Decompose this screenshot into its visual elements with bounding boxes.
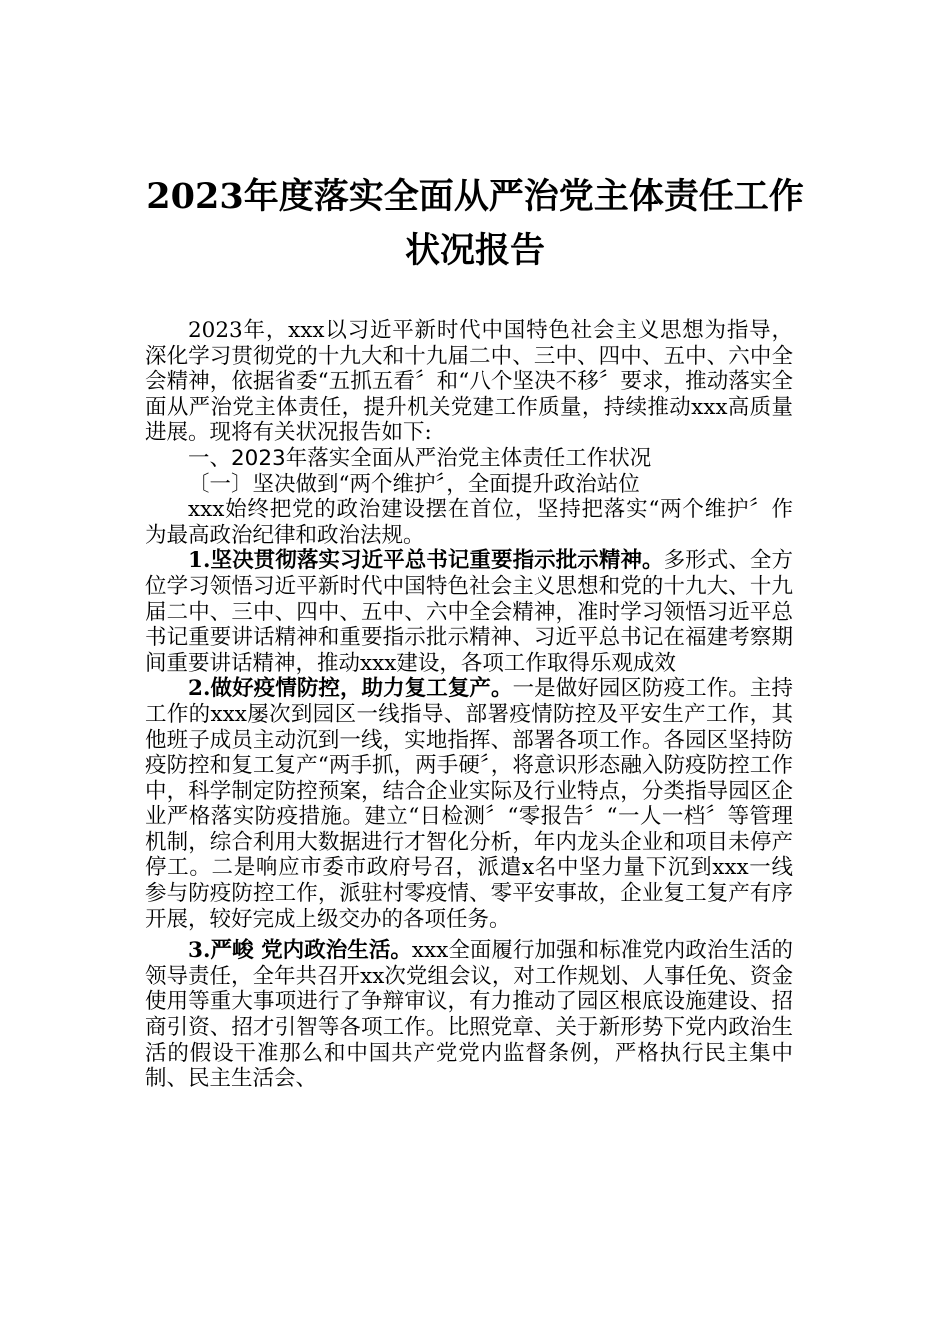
item-2-body: 一是做好园区防疫工作。主持工作的xxx屡次到园区一线指导、部署疫情防控及平安生产工作，其他班子成员主动沉到一线，实地指挥、部署各项工作。各园区坚持防疫防控和复工复产“两手抓，两手硬〞，将意识形态融入防疫防控工作中，科学制定防控预案，结合企业实际及行业特点，分类指导园区企业严格落实防疫措施。建立“日检测〞“零报告〞“一人一档〞等管理机制，综合利用大数据进行才智化分析，年内龙头企业和项目未停产停工。二是响应市委市政府号召，派遣x名中坚力量下沉到xxx一线参与防疫防控工作，派驻村零疫情、零平安事故，企业复工复产有序开展，较好完成上级交办的各项任务。 xyxy=(145,676,793,932)
item-3-paragraph xyxy=(145,938,793,1092)
item-1-body: 多形式、全方位学习领悟习近平新时代中国特色社会主义思想和党的十九大、十九届二中、三中、四中、五中、六中全会精神，准时学习领悟习近平总书记重要讲话精神和重要指示批示精神、习近平总书记在福建考察期间重要讲话精神，推动xxx建设，各项工作取得乐观成效 xyxy=(145,548,793,676)
document-title: 2023年度落实全面从严治党主体责任工作状况报告 xyxy=(146,176,804,271)
item-1-lead: 1.坚决贯彻落实习近平总书记重要指示批示精神。 xyxy=(188,548,664,574)
section-heading: 一、2023年落实全面从严治党主体责任工作状况 xyxy=(188,445,652,471)
item-3-lead: 3.严峻 党内政治生活。 xyxy=(188,938,412,964)
intro-paragraph: 2023年，xxx以习近平新时代中国特色社会主义思想为指导，深化学习贯彻党的十九大和十九届二中、三中、四中、五中、六中全会精神，依据省委“五抓五看〞和“八个坚决不移〞要求，推动落实全面从严治党主体责任，提升机关党建工作质量，持续推动xxx高质量进展。现将有关状况报告如下: xyxy=(145,318,793,446)
subsection-paragraph: xxx始终把党的政治建设摆在首位，坚持把落实“两个维护〞作为最高政治纪律和政治法规。 xyxy=(145,497,793,548)
document-body xyxy=(145,318,793,1092)
item-2-paragraph xyxy=(145,676,793,932)
item-1-paragraph xyxy=(145,548,793,676)
item-3-body: xxx全面履行加强和标准党内政治生活的领导责任，全年共召开xx次党组会议，对工作规划、人事任免、资金使用等重大事项进行了争辩审议，有力推动了园区根底设施建设、招商引资、招才引智等各项工作。比照党章、关于新形势下党内政治生活的假设干准那么和中国共产党党内监督条例，严格执行民主集中制、民主生活会、 xyxy=(145,938,793,1092)
item-2-lead: 2.做好疫情防控，助力复工复产。 xyxy=(188,676,513,702)
subsection-heading: 〔一〕坚决做到“两个维护〞，全面提升政治站位 xyxy=(188,471,640,497)
